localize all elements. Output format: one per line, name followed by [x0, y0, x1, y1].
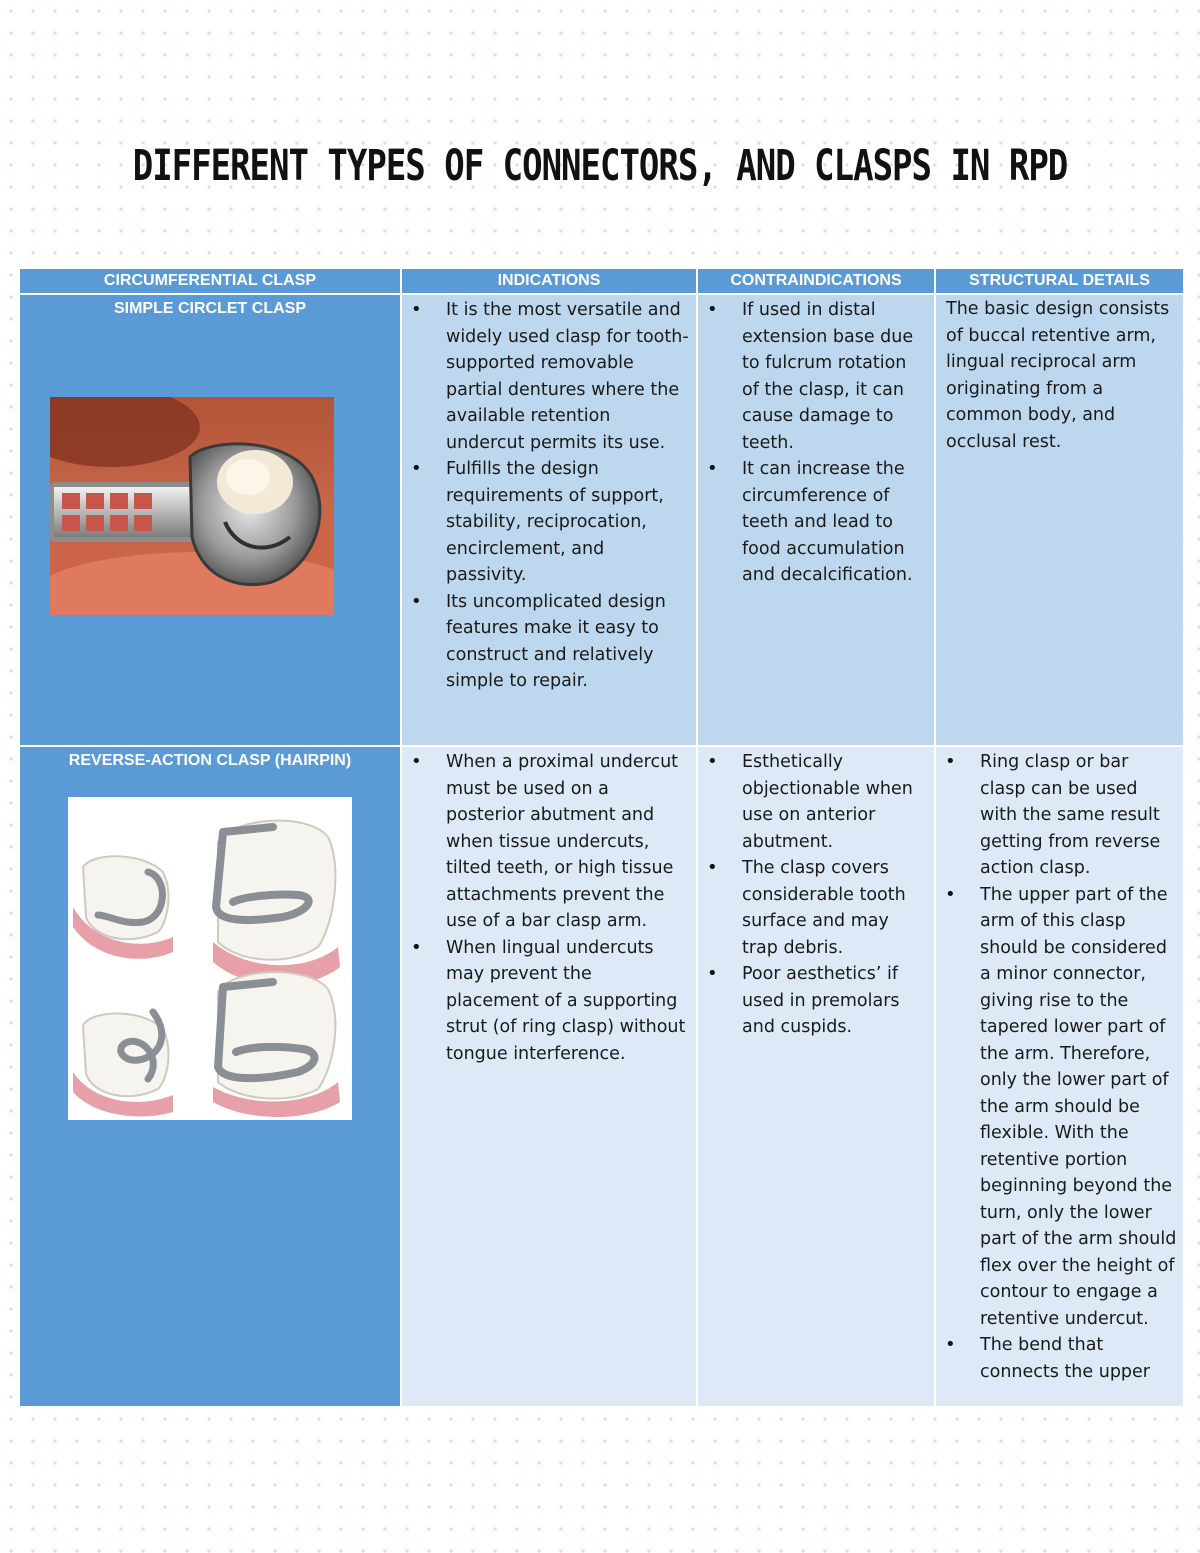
list-item: • When a proximal undercut must be used on a posterior abutment and when tissue undercuts, tilted teeth, or high tissue attachments prevent the use of a bar clasp arm. [402, 749, 690, 935]
structural-details-list [936, 747, 1183, 1385]
list-item: • Its uncomplicated design features make it easy to construct and relatively simple to repair. [402, 589, 690, 695]
list-item: • When lingual undercuts may prevent the placement of a supporting strut (of ring clasp) without tongue interference. [402, 935, 690, 1068]
header-indications: INDICATIONS [401, 268, 697, 294]
list-item: • It can increase the circumference of teeth and lead to food accumulation and decalcification. [698, 456, 928, 589]
structural-details-cell [935, 746, 1184, 1407]
clasp-name: SIMPLE CIRCLET CLASP [113, 300, 306, 317]
table-row [19, 294, 1184, 746]
list-item: • Ring clasp or bar clasp can be used with the same result getting from reverse action clasp. [936, 749, 1177, 882]
clasp-name-cell [19, 294, 401, 746]
indications-list [402, 295, 696, 695]
list-item: • If used in distal extension base due to fulcrum rotation of the clasp, it can cause damage to teeth. [698, 297, 928, 456]
contraindications-cell [697, 746, 935, 1407]
list-item: • Poor aesthetics’ if used in premolars and cuspids. [698, 961, 928, 1041]
contraindications-list [698, 747, 934, 1041]
header-contraindications: CONTRAINDICATIONS [697, 268, 935, 294]
indications-list [402, 747, 696, 1067]
header-circumferential-clasp: CIRCUMFERENTIAL CLASP [19, 268, 401, 294]
list-item: • The upper part of the arm of this clasp should be considered a minor connector, giving rise to the tapered lower part of the arm. Therefore, only the lower part of the arm should be flexible. With the retentive portion beginning beyond the turn, only the lower part of the arm should flex over the height of contour to engage a retentive undercut. [936, 882, 1177, 1333]
clasp-name: REVERSE-ACTION CLASP (HAIRPIN) [68, 752, 352, 769]
structural-details-cell [935, 294, 1184, 746]
header-structural-details: STRUCTURAL DETAILS [935, 268, 1184, 294]
table-header-row [19, 268, 1184, 294]
contraindications-cell [697, 294, 935, 746]
indications-cell [401, 746, 697, 1407]
list-item: • Fulfills the design requirements of support, stability, reciprocation, encirclement, and passivity. [402, 456, 690, 589]
table-row [19, 746, 1184, 1407]
clasp-name-cell [19, 746, 401, 1407]
list-item: • It is the most versatile and widely used clasp for tooth-supported removable partial dentures where the available retention undercut permits its use. [402, 297, 690, 456]
reverse-action-clasp-illustration [68, 797, 352, 1120]
simple-circlet-clasp-photo [50, 397, 334, 615]
list-item: • The clasp covers considerable tooth surface and may trap debris. [698, 855, 928, 961]
contraindications-list [698, 295, 934, 589]
clasp-table [18, 267, 1185, 1408]
structural-details-text: The basic design consists of buccal retentive arm, lingual reciprocal arm originating from a common body, and occlusal rest. [946, 299, 1170, 452]
page-title: DIFFERENT TYPES OF CONNECTORS, AND CLASPS IN RPD [132, 141, 1068, 191]
list-item: • Esthetically objectionable when use on anterior abutment. [698, 749, 928, 855]
indications-cell [401, 294, 697, 746]
list-item: • The bend that connects the upper [936, 1332, 1177, 1385]
